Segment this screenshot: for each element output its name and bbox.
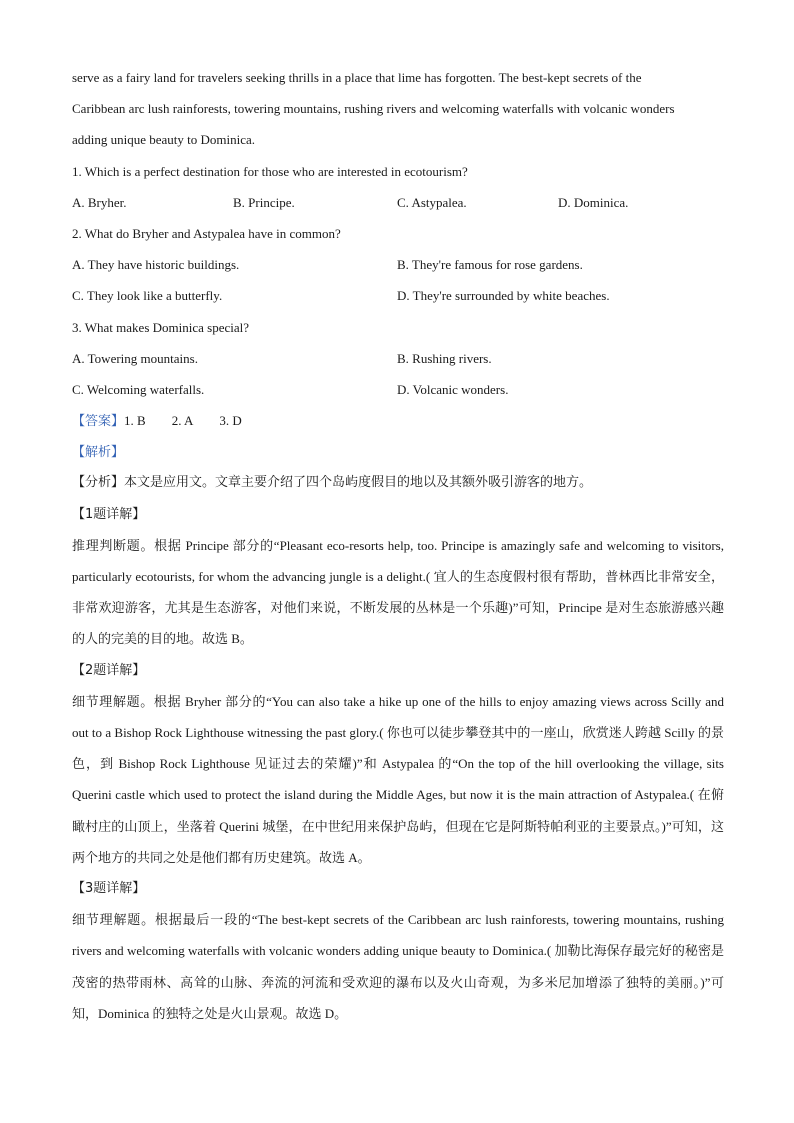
option-d: D. Volcanic wonders. bbox=[397, 381, 509, 397]
question-stem: 2. What do Bryher and Astypalea have in common? bbox=[72, 225, 341, 241]
detail-1-text: 推理判断题。根据 Principe 部分的“Pleasant eco-resorts help, too. Principe is amazingly safe and welcoming to visitors, particularly ecotourists, for whom the advancing jungle is a delight.( 宜人的生态度假村很有帮助，普林西比非常安全，非常欢迎游客，尤其是生态游客，对他们来说，不断发展的丛林是一个乐趣)”可知，Principe 是对生态旅游感兴趣的人的完美的目的地。故选 B。 bbox=[72, 537, 724, 647]
question-options bbox=[72, 374, 724, 405]
analysis-label: 【解析】 bbox=[72, 445, 125, 461]
option-a: A. They have historic buildings. bbox=[72, 257, 240, 273]
option-b: B. They're famous for rose gardens. bbox=[397, 257, 583, 273]
option-a: A. Bryher. bbox=[72, 194, 127, 210]
option-b: B. Principe. bbox=[233, 194, 295, 210]
passage-tail bbox=[72, 62, 724, 156]
question-options bbox=[72, 343, 724, 374]
passage-line: adding unique beauty to Dominica. bbox=[72, 132, 256, 148]
passage-line: Caribbean arc lush rainforests, towering mountains, rushing rivers and welcoming waterfalls with volcanic wonders bbox=[72, 101, 675, 117]
question-stem: 3. What makes Dominica special? bbox=[72, 319, 250, 335]
question-1 bbox=[72, 156, 724, 218]
analysis-summary: 【分析】本文是应用文。文章主要介绍了四个岛屿度假目的地以及其额外吸引游客的地方。 bbox=[72, 475, 593, 491]
detail-2-heading: 【2题详解】 bbox=[72, 662, 146, 678]
option-d: D. Dominica. bbox=[558, 194, 629, 210]
answer-line bbox=[72, 405, 724, 436]
question-options bbox=[72, 280, 724, 311]
option-d: D. They're surrounded by white beaches. bbox=[397, 288, 610, 304]
question-2 bbox=[72, 218, 724, 312]
option-c: C. Welcoming waterfalls. bbox=[72, 381, 205, 397]
option-c: C. They look like a butterfly. bbox=[72, 288, 223, 304]
answer-1: 1. B bbox=[124, 413, 146, 429]
option-a: A. Towering mountains. bbox=[72, 350, 198, 366]
passage-line: serve as a fairy land for travelers seeking thrills in a place that lime has forgotten. The best-kept secrets of the bbox=[72, 70, 642, 85]
answer-label: 【答案】 bbox=[72, 414, 125, 430]
detail-2-text: 细节理解题。根据 Bryher 部分的“You can also take a hike up one of the hills to enjoy amazing views across Scilly and out to a Bishop Rock Lighthouse witnessing the past glory.( 你也可以徒步攀登其中的一座山，欣赏迷人跨越 Scilly 的景色，到 Bishop Rock Lighthouse 见证过去的荣耀)”和 Astypalea 的“On the top of the hill overlooking the village, sits Querini castle which used to protect the island during the Middle Ages, but now it is the main attraction of Astypalea.( 在俯瞰村庄的山顶上，坐落着 Querini 城堡，在中世纪用来保护岛屿，但现在它是阿斯特帕利亚的主要景点。)”可知，这两个地方的共同之处是他们都有历史建筑。故选 A。 bbox=[72, 693, 724, 865]
detail-3-text: 细节理解题。根据最后一段的“The best-kept secrets of the Caribbean arc lush rainforests, towering mountains, rushing rivers and welcoming waterfalls with volcanic wonders adding unique beauty to Dominica.( 加勒比海保存最完好的秘密是茂密的热带雨林、高耸的山脉、奔流的河流和受欢迎的瀑布以及火山奇观，为多米尼加增添了独特的美丽。)”可知，Dominica 的独特之处是火山景观。故选 D。 bbox=[72, 912, 724, 1021]
answer-3: 3. D bbox=[219, 413, 242, 429]
question-stem: 1. Which is a perfect destination for those who are interested in ecotourism? bbox=[72, 163, 468, 179]
answer-2: 2. A bbox=[171, 413, 194, 429]
option-b: B. Rushing rivers. bbox=[397, 350, 492, 366]
detail-3-heading: 【3题详解】 bbox=[72, 881, 146, 897]
analysis-heading bbox=[72, 436, 724, 467]
question-options bbox=[72, 187, 724, 218]
question-3 bbox=[72, 312, 724, 406]
detail-1-heading: 【1题详解】 bbox=[72, 506, 146, 522]
document-page bbox=[72, 62, 724, 1029]
question-options bbox=[72, 249, 724, 280]
option-c: C. Astypalea. bbox=[397, 194, 467, 210]
